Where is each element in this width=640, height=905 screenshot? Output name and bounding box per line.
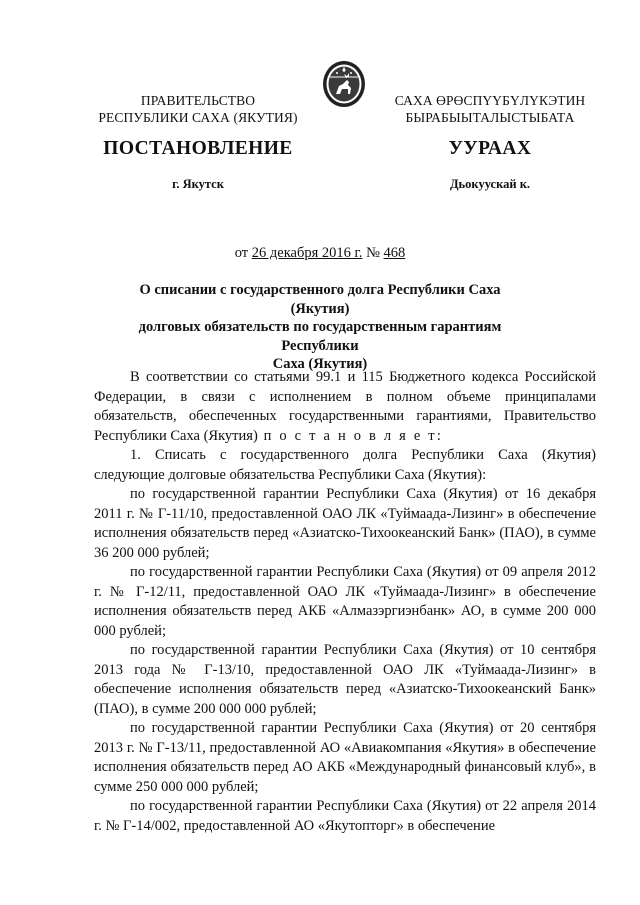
document-date: 26 декабря 2016 г. (251, 245, 363, 261)
guarantee-2: по государственной гарантии Республики Саха (Якутия) от 09 апреля 2012 г. № Г-12/11, предоставленной ОАО ЛК «Туймаада-Лизинг» в обеспечение исполнения обязательств перед АКБ «Алмазэргиэнбанк» АО, в сумме 200 000 000 рублей; (94, 564, 596, 639)
intro-paragraph (94, 368, 596, 446)
guarantee-1: по государственной гарантии Республики Саха (Якутия) от 16 декабря 2011 г. № Г-11/10, предоставленной ОАО ЛК «Туймаада-Лизинг» в обеспечение исполнения обязательств перед «Азиатско-Тихоокеанский Банк» (ПАО), в сумме 36 200 000 рублей; (94, 486, 596, 561)
document-heading (110, 281, 530, 374)
document-type-sakha: УУРААХ (448, 138, 532, 159)
heading-line1: О списании с государственного долга Республики Саха (Якутия) (139, 282, 501, 317)
document-type-ru: ПОСТАНОВЛЕНИЕ (103, 138, 293, 159)
intro-text: В соответствии со статьями 99.1 и 115 Бюджетного кодекса Российской Федерации, в связи с исполнением в полном объеме принципалами обязательств, обеспеченных государственными гарантиями, Правительство Республики Саха (Якутия) (94, 369, 596, 444)
document-body (94, 368, 596, 836)
header-left (80, 92, 316, 126)
coat-of-arms-icon (321, 58, 367, 110)
date-prefix: от (234, 245, 252, 261)
city-ru: г. Якутск (172, 177, 224, 191)
resolves-text: п о с т а н о в л я е т: (257, 427, 444, 444)
guarantee-4: по государственной гарантии Республики Саха (Якутия) от 20 сентября 2013 г. № Г-13/11, предоставленной АО «Авиакомпания «Якутия» в обеспечение исполнения обязательств перед АО АКБ «Международный финансовый клуб», в сумме 250 000 000 рублей; (94, 720, 596, 795)
guarantee-3: по государственной гарантии Республики Саха (Якутия) от 10 сентября 2013 года № Г-13/10, предоставленной ОАО ЛК «Туймаада-Лизинг» в обеспечение исполнения обязательств перед «Азиатско-Тихоокеанский Банк» (ПАО), в сумме 200 000 000 рублей; (94, 642, 596, 717)
heading-line3: Саха (Якутия) (272, 356, 368, 372)
number-sign: № (362, 245, 384, 261)
date-line (0, 245, 640, 262)
guarantee-5: по государственной гарантии Республики Саха (Якутия) от 22 апреля 2014 г. № Г-14/002, предоставленной АО «Якутопторг» в обеспечение (94, 798, 596, 834)
document-number: 468 (383, 245, 406, 261)
item-1: 1. Списать с государственного долга Республики Саха (Якутия) следующие долговые обязательства Республики Саха (Якутия): (94, 447, 596, 483)
heading-line2: долговых обязательств по государственным гарантиям Республики (138, 319, 502, 354)
header-right-line1: САХА ӨРӨСПҮҮБҮЛҮКЭТИН (394, 93, 586, 108)
header-left-line1: ПРАВИТЕЛЬСТВО (140, 93, 256, 108)
city-sakha: Дьокуускай к. (449, 177, 531, 191)
header-right (372, 92, 608, 126)
header-left-line2: РЕСПУБЛИКИ САХА (ЯКУТИЯ) (98, 110, 298, 125)
header-right-line2: БЫРАБЫЫТАЛЫСТЫБАТА (405, 110, 575, 125)
